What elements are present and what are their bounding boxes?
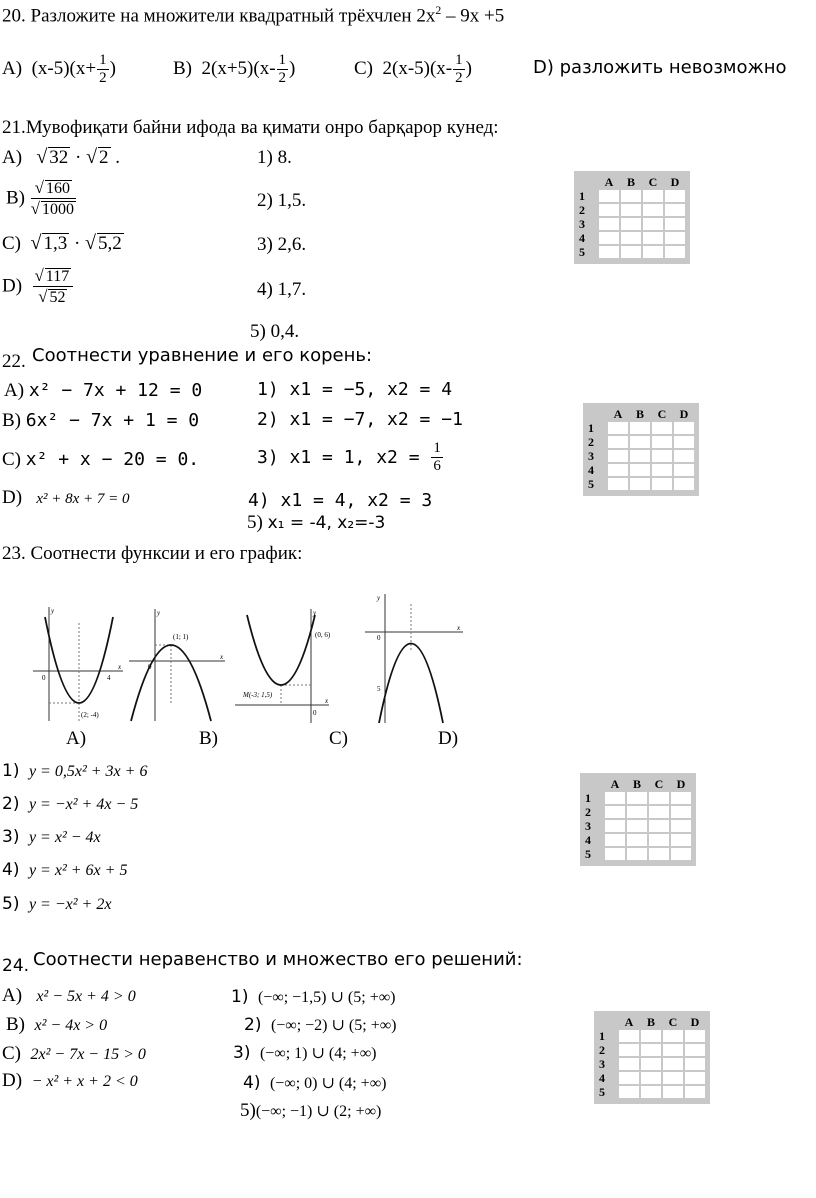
grid-col-header: B (635, 407, 644, 421)
q20-option-a: A) (x-5)(x+ $\frac{1}{2}$ ) (2, 52, 116, 87)
grid-cell[interactable] (619, 1044, 639, 1056)
graph-b-label-y: y (157, 609, 161, 617)
grid-cell[interactable] (605, 806, 625, 818)
grid-row-header: 4 (599, 1071, 605, 1085)
graph-b-label-x: x (220, 653, 224, 661)
q20-option-d: D) разложить невозможно (533, 57, 787, 78)
grid-cell[interactable] (621, 232, 641, 244)
q23-func-1: 1) y = 0,5x² + 3x + 6 (2, 761, 148, 781)
grid-cell[interactable] (671, 834, 691, 846)
grid-cell[interactable] (663, 1086, 683, 1098)
grid-cell[interactable] (619, 1072, 639, 1084)
grid-cell[interactable] (643, 218, 663, 230)
grid-cell[interactable] (652, 436, 672, 448)
grid-cell[interactable] (643, 190, 663, 202)
q24-ineq-a: A) x² − 5x + 4 > 0 (2, 985, 136, 1006)
q24-set-1: 1) (−∞; −1,5) ∪ (5; +∞) (231, 987, 396, 1007)
q22-number: 22. (2, 351, 26, 372)
grid-cell[interactable] (665, 204, 685, 216)
graph-d-label-origin: 0 (377, 634, 381, 642)
grid-row-header: 3 (585, 819, 591, 833)
grid-cell[interactable] (608, 478, 628, 490)
grid-cell[interactable] (621, 246, 641, 258)
grid-col-header: A (613, 407, 623, 421)
grid-cell[interactable] (619, 1030, 639, 1042)
grid-cell[interactable] (608, 436, 628, 448)
grid-cell[interactable] (685, 1030, 705, 1042)
grid-col-header: D (670, 175, 680, 189)
grid-cell[interactable] (621, 190, 641, 202)
answer-grid-q23 (580, 773, 696, 866)
grid-cell[interactable] (665, 190, 685, 202)
grid-cell[interactable] (685, 1072, 705, 1084)
grid-cell[interactable] (652, 450, 672, 462)
grid-cell[interactable] (649, 792, 669, 804)
q21-expr-b: B) $\frac{√ 160}{√ 1000}$ (6, 178, 74, 219)
grid-cell[interactable] (619, 1086, 639, 1098)
grid-cell[interactable] (630, 436, 650, 448)
grid-row-header: 5 (599, 1085, 605, 1099)
grid-cell[interactable] (652, 422, 672, 434)
q23-func-5: 5) y = −x² + 2x (2, 894, 112, 914)
grid-col-header: A (604, 175, 614, 189)
grid-cell[interactable] (649, 806, 669, 818)
grid-col-header: D (679, 407, 689, 421)
grid-row-header: 5 (585, 847, 591, 861)
grid-cell[interactable] (674, 464, 694, 476)
graph-a-label-origin: 0 (42, 674, 46, 682)
grid-cell[interactable] (674, 422, 694, 434)
grid-cell[interactable] (685, 1086, 705, 1098)
q24-number: 24. (2, 956, 30, 976)
grid-cell[interactable] (663, 1072, 683, 1084)
grid-row-header: 2 (585, 805, 591, 819)
grid-col-header: C (648, 175, 658, 189)
grid-cell[interactable] (608, 464, 628, 476)
grid-cell[interactable] (630, 478, 650, 490)
graph-a-label-x: x (118, 663, 122, 671)
grid-row-header: 2 (588, 435, 594, 449)
grid-cell[interactable] (630, 450, 650, 462)
grid-row-header: 5 (588, 477, 594, 491)
grid-col-header: A (610, 777, 620, 791)
q21-answer-1: 1) 8. (257, 147, 292, 168)
grid-cell[interactable] (685, 1044, 705, 1056)
q22-root-2: 2) x1 = −7, x2 = −1 (257, 409, 463, 430)
grid-row-header: 3 (588, 449, 594, 463)
q23-title: 23. Соотнести функсии и его график: (2, 543, 303, 564)
q22-root-3: 3) x1 = 1, x2 = $\frac{1}{6}$ (257, 440, 441, 475)
graph-a-label-y: y (51, 607, 55, 615)
answer-grid-q24 (594, 1011, 710, 1104)
grid-col-header: D (690, 1015, 700, 1029)
graph-c-label-vertex: M(-3; 1,5) (243, 691, 273, 699)
q24-ineq-d: D) − x² + x + 2 < 0 (2, 1070, 138, 1091)
graph-c-curve (247, 615, 315, 685)
grid-cell[interactable] (663, 1030, 683, 1042)
grid-cell[interactable] (671, 792, 691, 804)
q21-answer-3: 3) 2,6. (257, 234, 307, 255)
q24-title: Соотнести неравенство и множество его решений: (33, 949, 523, 970)
grid-cell[interactable] (663, 1044, 683, 1056)
graph-c-label-origin: 0 (313, 709, 317, 717)
answer-grid-q22 (583, 403, 699, 496)
grid-col-header: B (646, 1015, 655, 1029)
q21-answer-5: 5) 0,4. (250, 321, 300, 342)
grid-row-header: 1 (599, 1029, 605, 1043)
q24-ineq-c: C) 2x² − 7x − 15 > 0 (2, 1043, 146, 1064)
grid-cell[interactable] (663, 1058, 683, 1070)
graph-a-label-vertex: (2; -4) (81, 711, 99, 719)
graph-a-svg (33, 603, 125, 723)
grid-row-header: 1 (588, 421, 594, 435)
grid-cell[interactable] (627, 820, 647, 832)
grid-cell[interactable] (621, 204, 641, 216)
grid-cell[interactable] (599, 232, 619, 244)
q20-option-b: B) 2(x+5)(x- $\frac{1}{2}$ ) (173, 52, 296, 87)
graph-b-label-vertex: (1; 1) (173, 633, 189, 641)
grid-col-header: C (668, 1015, 678, 1029)
graph-d-curve (379, 644, 443, 724)
answer-grid-q21 (574, 171, 690, 264)
grid-row-header: 4 (585, 833, 591, 847)
grid-cell[interactable] (599, 204, 619, 216)
grid-cell[interactable] (621, 218, 641, 230)
graph-label-c: C) (329, 728, 348, 749)
graph-a (33, 603, 125, 723)
graph-label-a: A) (66, 728, 87, 749)
grid-cell[interactable] (674, 436, 694, 448)
grid-col-header: A (624, 1015, 634, 1029)
grid-cell[interactable] (627, 792, 647, 804)
grid-cell[interactable] (630, 422, 650, 434)
grid-cell[interactable] (674, 450, 694, 462)
q21-answer-4: 4) 1,7. (257, 279, 307, 300)
grid-cell[interactable] (665, 232, 685, 244)
grid-cell[interactable] (641, 1072, 661, 1084)
graph-c (233, 605, 331, 725)
grid-col-header: B (626, 175, 635, 189)
grid-cell[interactable] (641, 1030, 661, 1042)
grid-cell[interactable] (605, 792, 625, 804)
q21-expr-d: D) $\frac{√ 117}{√ 52}$ (2, 266, 74, 308)
grid-cell[interactable] (685, 1058, 705, 1070)
grid-cell[interactable] (641, 1044, 661, 1056)
grid-cell[interactable] (641, 1086, 661, 1098)
grid-cell[interactable] (608, 422, 628, 434)
graph-label-d: D) (438, 728, 459, 749)
grid-cell[interactable] (674, 478, 694, 490)
q21-expr-a: A) √ 32 · √ 2 . (2, 146, 121, 168)
grid-col-header: D (676, 777, 686, 791)
graph-a-label-root: 4 (107, 674, 111, 682)
grid-cell[interactable] (599, 246, 619, 258)
grid-cell[interactable] (619, 1058, 639, 1070)
q21-expr-c: C) √ 1,3 · √ 5,2 (2, 232, 122, 254)
grid-cell[interactable] (627, 834, 647, 846)
grid-cell[interactable] (649, 820, 669, 832)
graph-c-label-x: x (325, 697, 329, 705)
q23-func-2: 2) y = −x² + 4x − 5 (2, 794, 139, 814)
graph-c-svg (233, 605, 331, 725)
q22-eq-c: C) x² + x − 20 = 0. (2, 449, 200, 470)
q24-set-2: 2) (−∞; −2) ∪ (5; +∞) (244, 1015, 397, 1035)
grid-cell[interactable] (671, 820, 691, 832)
grid-row-header: 4 (588, 463, 594, 477)
grid-cell[interactable] (649, 834, 669, 846)
grid-row-header: 3 (579, 217, 585, 231)
graph-d (363, 590, 465, 725)
q23-func-4: 4) y = x² + 6x + 5 (2, 860, 128, 880)
grid-cell[interactable] (652, 478, 672, 490)
grid-cell[interactable] (605, 834, 625, 846)
grid-cell[interactable] (652, 464, 672, 476)
graph-d-label-intercept: 5 (377, 685, 381, 693)
grid-cell[interactable] (599, 190, 619, 202)
q24-set-5: 5)(−∞; −1) ∪ (2; +∞) (240, 1100, 382, 1121)
grid-cell[interactable] (643, 232, 663, 244)
q24-set-3: 3) (−∞; 1) ∪ (4; +∞) (233, 1043, 377, 1063)
grid-cell[interactable] (605, 820, 625, 832)
q22-root-5: 5) x₁ = -4, x₂=-3 (247, 512, 386, 533)
graph-d-svg (363, 590, 465, 725)
grid-row-header: 1 (585, 791, 591, 805)
graph-c-label-point: (0, 6) (315, 631, 331, 639)
grid-col-header: C (654, 777, 664, 791)
q20-option-c: C) 2(x-5)(x- $\frac{1}{2}$ ) (354, 52, 472, 87)
grid-cell[interactable] (671, 848, 691, 860)
grid-row-header: 1 (579, 189, 585, 203)
grid-cell[interactable] (627, 848, 647, 860)
graph-b-label-origin: 0 (148, 663, 152, 671)
graph-b-svg (127, 603, 227, 723)
grid-row-header: 2 (599, 1043, 605, 1057)
grid-cell[interactable] (605, 848, 625, 860)
grid-col-header: C (657, 407, 667, 421)
graph-c-label-y: y (313, 609, 317, 617)
grid-row-header: 5 (579, 245, 585, 259)
grid-cell[interactable] (630, 464, 650, 476)
grid-cell[interactable] (665, 246, 685, 258)
q23-func-3: 3) y = x² − 4x (2, 827, 101, 847)
grid-row-header: 2 (579, 203, 585, 217)
grid-cell[interactable] (641, 1058, 661, 1070)
graph-d-label-y: y (377, 594, 381, 602)
grid-cell[interactable] (627, 806, 647, 818)
grid-cell[interactable] (665, 218, 685, 230)
grid-cell[interactable] (649, 848, 669, 860)
q22-root-4: 4) x1 = 4, x2 = 3 (248, 490, 433, 511)
grid-col-header: B (632, 777, 641, 791)
q22-title: Соотнести уравнение и его корень: (32, 345, 373, 366)
q22-eq-a: A) x² − 7x + 12 = 0 (4, 380, 203, 401)
q21-title: 21.Мувофиқати байни ифода ва қимати онро барқарор кунед: (2, 117, 499, 138)
q24-ineq-b: B) x² − 4x > 0 (6, 1014, 108, 1035)
graph-d-label-x: x (457, 624, 461, 632)
grid-cell[interactable] (643, 204, 663, 216)
q20-title: 20. Разложите на множители квадратный трёхчлен $2x^2 - 9x +5$ (2, 4, 505, 27)
q21-answer-2: 2) 1,5. (257, 190, 307, 211)
grid-row-header: 3 (599, 1057, 605, 1071)
grid-row-header: 4 (579, 231, 585, 245)
q22-root-1: 1) x1 = −5, x2 = 4 (257, 379, 453, 400)
graph-label-b: B) (199, 728, 218, 749)
q22-eq-d: D) x² + 8x + 7 = 0 (2, 487, 130, 508)
grid-cell[interactable] (671, 806, 691, 818)
graph-b (127, 603, 227, 723)
grid-cell[interactable] (599, 218, 619, 230)
q22-eq-b: B) 6x² − 7x + 1 = 0 (2, 410, 200, 431)
q24-set-4: 4) (−∞; 0) ∪ (4; +∞) (243, 1073, 387, 1093)
grid-cell[interactable] (643, 246, 663, 258)
grid-cell[interactable] (608, 450, 628, 462)
